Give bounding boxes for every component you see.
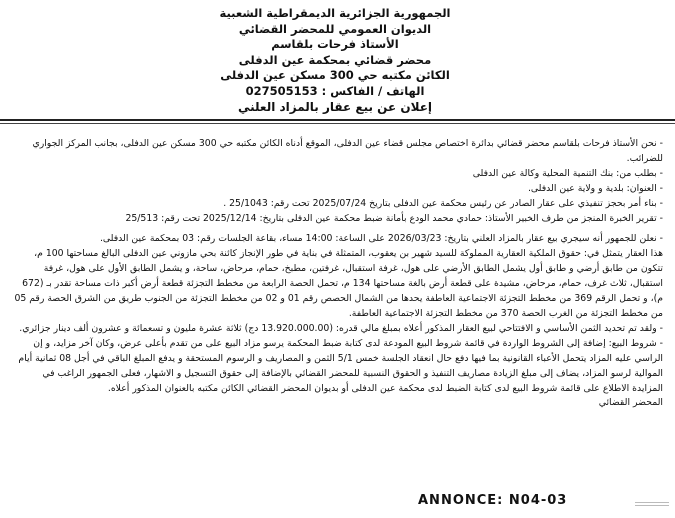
header-divider-top [0,119,675,121]
header-line-address: الكائن مكتبه حي 300 مسكن عين الدفلى [220,68,450,83]
signature-label: المحضر القضائي [598,397,663,409]
announcement-title: إعلان عن بيع عقار بالمزاد العلني [237,99,433,114]
paragraph-requester: - بطلب من: بنك التنمية المحلية وكالة عين الدفلى [472,167,663,179]
header-line-office: الديوان العمومي للمحضر القضائي [238,21,432,36]
paragraph-reserve-price: - ولقد تم تحديد الثمن الأساسي و الافتتاحي لبيع العقار المذكور أعلاه بمبلغ مالي قدره: (13.920.000.00 دج) ثلاثة عشرة مليون و تسعمائة و عشرون ألف دينار جزائري. [19,322,663,334]
paragraph-bailiff: - نحن الأستاذ فرحات بلقاسم محضر قضائي بدائرة اختصاص مجلس قضاء عين الدفلى، الموقع أدناه الكائن مكتبه حي 300 مسكن عين الدفلى، بجانب المركز الجواري للضرائب. [32,138,663,164]
paragraph-expert-report: - تقرير الخبرة المنجز من طرف الخبير الأستاذ: حمادي محمد الودع بأمانة ضبط محكمة عين الدفلى بتاريخ: 2025/12/14 تحت رقم: 25/513 [125,212,663,224]
paragraph-property-description: هذا العقار يتمثل في: حقوق الملكية العقارية المملوكة للسيد شهير بن يعقوب، المتمثلة في بناية في طور الإنجاز كائنة بحي مازوني عين الدفلى البالغ مساحتها 100 م، تتكون من طابق أرضي و طابق أول يشمل الطابق الأرضي على هول، غرفة استقبال، غرفتين، مطبخ، حمام، مرحاض، ساحة، و يشمل الطابق الأول على هول، غرفة استقبال، ثلاث غرف، حمام، مرحاض، مشيدة على قطعة أرض بالغة مساحتها 134 م، تحمل الحصة الرابعة من مخطط التجزئة قطعة أرض أكبر ذات مساحة تقدر بـ (672 م)، و تحمل الرقم 369 من مخطط التجزئة الاجتماعية العاطفة يحدها من الشمال الحصص رقم 01 و 02 من مخطط التجزئة من الجنوب طريق من الشرق الحصة رقم 05 من مخطط التجزئة من الغرب الحصة 370 من مخطط التجزئة الاجتماعية العاطفة. [14,248,663,319]
paragraph-sale-conditions: - شروط البيع: إضافة إلى الشروط الواردة في قائمة شروط البيع المودعة لدى كتابة ضبط المحكمة يرسو مزاد البيع على من تقدم بأعلى عرض، وكان آخر مزايد، و إن الراسي عليه المزاد يتحمل الأعباء القانونية بما فيها دفع حال انعقاد الجلسة خمس 5/1 الثمن و المصاريف و الرسوم المستحقة و يدفع المبلغ الباقي في أجل 08 ثمانية أيام الموالية لرسو المزاد، يضاف إلى مبلغ الزيادة مصاريف التنفيذ و الحقوق النسبية للمحضر القضائي بالإضافة إلى حقوق التسجيل و الاشهار، فعلى الجمهور الراغب في المزايدة الاطلاع على قائمة شروط البيع لدى كتابة الضبط لدى محكمة عين الدفلى أو بديوان المحضر القضائي الكائن مكتبه بالعنوان المذكور أعلاه. [18,337,663,394]
header-line-bailiff-name: الأستاذ فرحات بلقاسم [271,37,399,52]
paragraph-sale-date: - نعلن للجمهور أنه سيجري بيع عقار بالمزاد العلني بتاريخ: 2026/03/23 على الساعة: 14:00 مساء، بقاعة الجلسات رقم: 03 بمحكمة عين الدفلى. [99,233,663,245]
footer [0,488,675,518]
header-line-phone: الهاتف / الفاكس : 027505153 [245,83,425,98]
header-line-republic: الجمهورية الجزائرية الديمقراطية الشعبية [219,6,451,20]
paragraph-seizure-order: - بناء أمر بحجز تنفيذي على عقار الصادر عن رئيس محكمة عين الدفلى بتاريخ 2025/07/24 تحت رقم: 25/1043 . [223,197,663,209]
letterhead [120,6,550,115]
paragraph-address: - العنوان: بلدية و ولاية عين الدفلى. [527,182,663,194]
announcement-body [11,137,663,411]
header-divider-bottom [0,123,675,124]
print-mark [635,502,669,512]
header-line-court: محضر قضائي بمحكمة عين الدفلى [238,52,432,67]
annonce-number: ANNONCE: N04-03 [418,493,568,508]
